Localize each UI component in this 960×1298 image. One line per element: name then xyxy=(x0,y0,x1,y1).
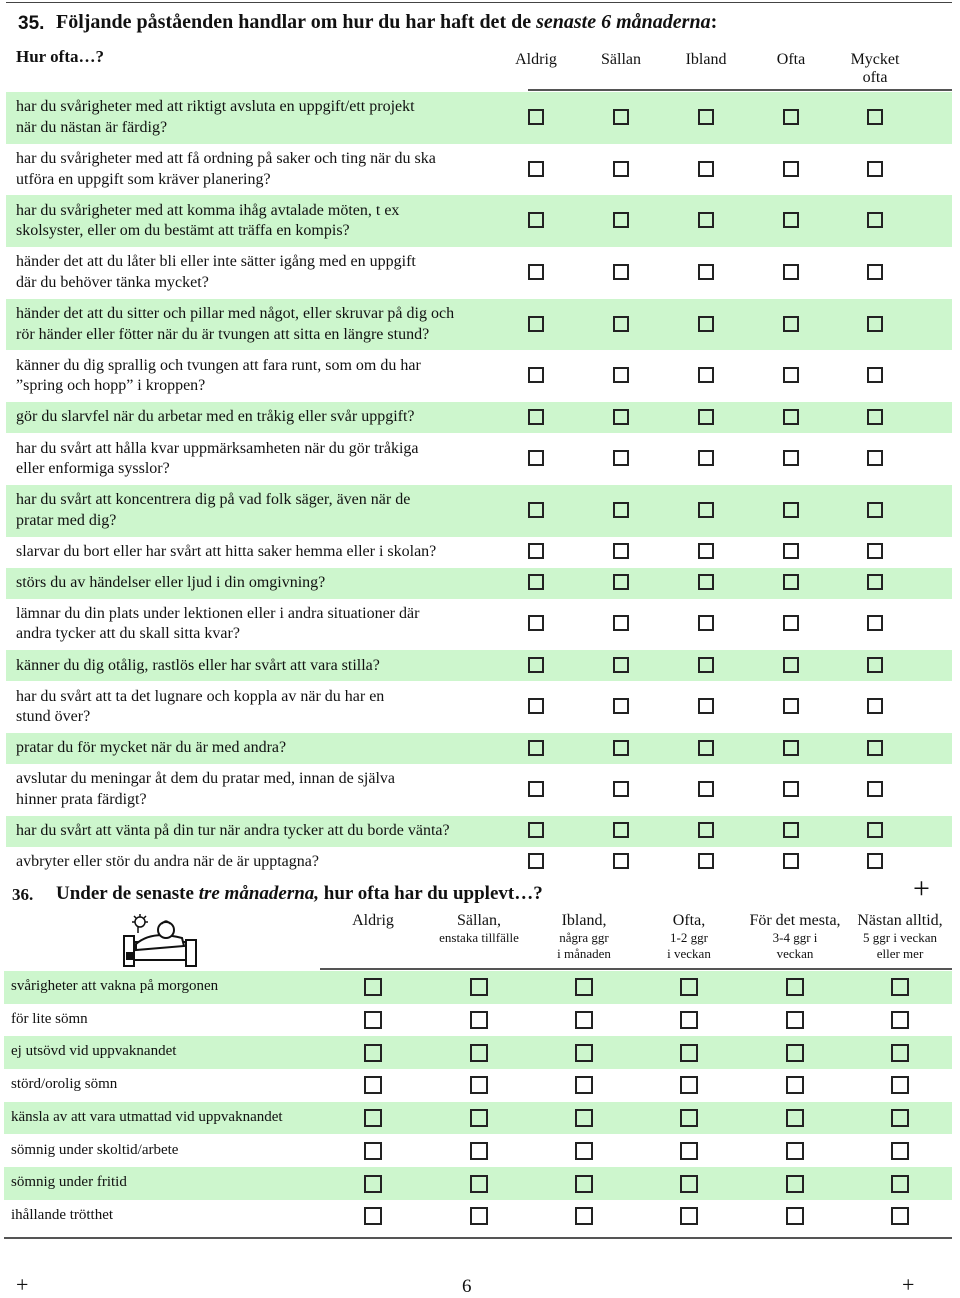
answer-checkbox[interactable] xyxy=(698,822,714,838)
answer-checkbox[interactable] xyxy=(364,1142,382,1160)
question-text: sömnig under fritid xyxy=(11,1174,127,1191)
answer-checkbox[interactable] xyxy=(867,109,883,125)
question-text-line1: lämnar du din plats under lektionen eller i andra situationer där xyxy=(16,604,420,622)
question-row xyxy=(4,1200,952,1233)
answer-checkbox[interactable] xyxy=(575,1142,593,1160)
question-text-line1: har du svårt att vänta på din tur när andra tycker att du borde vänta? xyxy=(16,821,450,839)
question-text: ej utsövd vid uppvaknandet xyxy=(11,1043,177,1060)
question-row xyxy=(6,733,952,764)
answer-checkbox[interactable] xyxy=(680,1207,698,1225)
column-header xyxy=(751,51,831,69)
answer-checkbox[interactable] xyxy=(575,1207,593,1225)
answer-checkbox[interactable] xyxy=(364,1109,382,1127)
question-text-line1: pratar du för mycket när du är med andra? xyxy=(16,739,287,757)
answer-checkbox[interactable] xyxy=(364,1076,382,1094)
answer-checkbox[interactable] xyxy=(575,1109,593,1127)
answer-checkbox[interactable] xyxy=(783,212,799,228)
answer-checkbox[interactable] xyxy=(891,1175,909,1193)
answer-checkbox[interactable] xyxy=(364,1175,382,1193)
column-header-label: Ibland, xyxy=(561,912,607,929)
answer-checkbox[interactable] xyxy=(680,1076,698,1094)
question-text-line1: avslutar du meningar åt dem du pratar med, innan de själva xyxy=(16,770,395,788)
answer-checkbox[interactable] xyxy=(783,367,799,383)
question-text xyxy=(16,304,536,345)
answer-checkbox[interactable] xyxy=(613,264,629,280)
header-rule xyxy=(528,89,952,91)
column-header-label: Sällan xyxy=(601,51,641,68)
question-subtitle: Hur ofta…? xyxy=(16,47,104,66)
column-header xyxy=(419,912,539,946)
question-text-line2: ”spring och hopp” i kroppen? xyxy=(16,377,206,395)
answer-checkbox[interactable] xyxy=(613,109,629,125)
answer-checkbox[interactable] xyxy=(698,615,714,631)
question-text-line2: rör händer eller fötter när du är tvungen att sitta en längre stund? xyxy=(16,325,430,343)
answer-checkbox[interactable] xyxy=(783,409,799,425)
question-text xyxy=(16,573,536,594)
answer-checkbox[interactable] xyxy=(528,574,544,590)
question-row xyxy=(6,537,952,568)
answer-checkbox[interactable] xyxy=(698,409,714,425)
answer-checkbox[interactable] xyxy=(783,316,799,332)
question-text: svårigheter att vakna på morgonen xyxy=(11,978,219,994)
answer-checkbox[interactable] xyxy=(613,543,629,559)
column-header-label: några ggr xyxy=(559,930,609,945)
question-text-line2: stund över? xyxy=(16,708,91,726)
sleeping-person-illustration xyxy=(122,912,198,968)
question-text-line2: pratar med dig? xyxy=(16,511,117,529)
question-text-line1: gör du slarvfel när du arbetar med en tråkig eller svår uppgift? xyxy=(16,408,415,426)
answer-checkbox[interactable] xyxy=(698,740,714,756)
answer-checkbox[interactable] xyxy=(680,1011,698,1029)
answer-checkbox[interactable] xyxy=(891,1076,909,1094)
answer-checkbox[interactable] xyxy=(470,1109,488,1127)
answer-checkbox[interactable] xyxy=(786,1076,804,1094)
answer-checkbox[interactable] xyxy=(867,781,883,797)
answer-checkbox[interactable] xyxy=(698,212,714,228)
column-header xyxy=(629,912,749,962)
question-text-line1: har du svårt att ta det lugnare och koppla av när du har en xyxy=(16,687,385,705)
question-text-line1: störs du av händelser eller ljud i din omgivning? xyxy=(16,573,326,591)
question-row xyxy=(6,650,952,681)
answer-checkbox[interactable] xyxy=(698,698,714,714)
answer-checkbox[interactable] xyxy=(891,1109,909,1127)
registration-mark: + xyxy=(913,872,930,905)
header-rule xyxy=(320,968,952,970)
question-row xyxy=(4,1135,952,1168)
column-header-label: Aldrig xyxy=(352,912,394,929)
answer-checkbox[interactable] xyxy=(783,740,799,756)
question-text xyxy=(16,149,536,190)
column-header-label: 3-4 ggr i xyxy=(772,930,818,945)
answer-checkbox[interactable] xyxy=(613,502,629,518)
question-title xyxy=(56,11,717,34)
answer-checkbox[interactable] xyxy=(613,657,629,673)
answer-checkbox[interactable] xyxy=(698,543,714,559)
answer-checkbox[interactable] xyxy=(698,109,714,125)
answer-checkbox[interactable] xyxy=(680,978,698,996)
question-text-line1: slarvar du bort eller har svårt att hitta saker hemma eller i skolan? xyxy=(16,542,437,560)
question-text-line1: händer det att du låter bli eller inte sätter igång med en uppgift xyxy=(16,253,416,271)
answer-checkbox[interactable] xyxy=(891,1207,909,1225)
title-emphasis: tre månaderna, xyxy=(198,883,320,904)
question-row xyxy=(6,485,952,537)
answer-checkbox[interactable] xyxy=(470,978,488,996)
answer-checkbox[interactable] xyxy=(575,1076,593,1094)
column-header xyxy=(313,912,433,930)
answer-checkbox[interactable] xyxy=(867,264,883,280)
answer-checkbox[interactable] xyxy=(613,698,629,714)
answer-checkbox[interactable] xyxy=(613,161,629,177)
answer-checkbox[interactable] xyxy=(783,822,799,838)
question-row xyxy=(6,599,952,651)
answer-checkbox[interactable] xyxy=(528,450,544,466)
answer-checkbox[interactable] xyxy=(470,1175,488,1193)
answer-checkbox[interactable] xyxy=(786,1109,804,1127)
question-title xyxy=(56,883,543,905)
answer-checkbox[interactable] xyxy=(891,978,909,996)
answer-checkbox[interactable] xyxy=(783,109,799,125)
answer-checkbox[interactable] xyxy=(891,1011,909,1029)
question-row xyxy=(6,568,952,599)
answer-checkbox[interactable] xyxy=(867,502,883,518)
question-text: för lite sömn xyxy=(11,1010,88,1027)
answer-checkbox[interactable] xyxy=(698,264,714,280)
answer-checkbox[interactable] xyxy=(783,657,799,673)
question-row xyxy=(6,816,952,847)
question-text xyxy=(16,821,536,842)
answer-checkbox[interactable] xyxy=(867,657,883,673)
question-text-line1: avbryter eller stör du andra när de är upptagna? xyxy=(16,852,319,870)
page-number: 6 xyxy=(462,1276,472,1297)
answer-checkbox[interactable] xyxy=(613,450,629,466)
title-end: hur ofta har du upplevt…? xyxy=(319,883,543,904)
answer-checkbox[interactable] xyxy=(613,367,629,383)
question-text xyxy=(16,407,536,428)
answer-checkbox[interactable] xyxy=(528,212,544,228)
registration-mark: + xyxy=(16,1272,29,1297)
answer-checkbox[interactable] xyxy=(891,1044,909,1062)
answer-checkbox[interactable] xyxy=(470,1011,488,1029)
question-row xyxy=(6,144,952,196)
column-header xyxy=(524,912,644,962)
answer-checkbox[interactable] xyxy=(867,740,883,756)
title-end: : xyxy=(710,11,718,33)
answer-checkbox[interactable] xyxy=(698,574,714,590)
question-text-line1: har du svårigheter med att få ordning på saker och ting när du ska xyxy=(16,150,436,168)
question-row xyxy=(4,971,952,1004)
answer-checkbox[interactable] xyxy=(528,822,544,838)
answer-checkbox[interactable] xyxy=(470,1044,488,1062)
question-text: ihållande trötthet xyxy=(11,1206,114,1223)
column-header-label: i veckan xyxy=(667,946,711,961)
bottom-rule xyxy=(4,1237,952,1239)
answer-checkbox[interactable] xyxy=(528,367,544,383)
answer-checkbox[interactable] xyxy=(528,264,544,280)
answer-checkbox[interactable] xyxy=(528,657,544,673)
question-row xyxy=(6,351,952,403)
question-text: sömnig under skoltid/arbete xyxy=(11,1141,179,1158)
answer-checkbox[interactable] xyxy=(364,1044,382,1062)
column-header-label: Ibland xyxy=(685,51,727,68)
answer-checkbox[interactable] xyxy=(783,161,799,177)
column-header xyxy=(840,912,960,962)
answer-checkbox[interactable] xyxy=(528,543,544,559)
answer-checkbox[interactable] xyxy=(575,1175,593,1193)
answer-checkbox[interactable] xyxy=(698,853,714,869)
answer-checkbox[interactable] xyxy=(613,316,629,332)
answer-checkbox[interactable] xyxy=(680,1175,698,1193)
question-text xyxy=(16,97,536,138)
answer-checkbox[interactable] xyxy=(528,161,544,177)
answer-checkbox[interactable] xyxy=(783,698,799,714)
answer-checkbox[interactable] xyxy=(470,1207,488,1225)
answer-checkbox[interactable] xyxy=(698,367,714,383)
question-text xyxy=(16,252,536,293)
answer-checkbox[interactable] xyxy=(528,698,544,714)
question-text-line1: har du svårt att koncentrera dig på vad folk säger, även när de xyxy=(16,491,411,509)
question-text-line2: andra tycker att du skall sitta kvar? xyxy=(16,625,240,643)
question-number: 36. xyxy=(12,885,34,904)
answer-checkbox[interactable] xyxy=(867,367,883,383)
question-row xyxy=(4,1102,952,1135)
answer-checkbox[interactable] xyxy=(613,615,629,631)
answer-checkbox[interactable] xyxy=(786,1142,804,1160)
question-text xyxy=(16,356,536,397)
answer-checkbox[interactable] xyxy=(786,1011,804,1029)
question-number: 35. xyxy=(18,13,45,34)
answer-checkbox[interactable] xyxy=(867,161,883,177)
column-header-label: Ofta, xyxy=(672,912,706,929)
answer-checkbox[interactable] xyxy=(867,450,883,466)
column-header-label-line2: ofta xyxy=(862,69,888,86)
title-text: Följande påståenden handlar om hur du har haft det de xyxy=(56,11,537,33)
question-row xyxy=(6,433,952,485)
answer-checkbox[interactable] xyxy=(680,1142,698,1160)
column-header xyxy=(496,51,576,69)
column-header-label: eller mer xyxy=(876,946,924,961)
answer-checkbox[interactable] xyxy=(528,615,544,631)
answer-checkbox[interactable] xyxy=(613,740,629,756)
answer-checkbox[interactable] xyxy=(698,450,714,466)
answer-checkbox[interactable] xyxy=(867,212,883,228)
column-header-label: Mycket xyxy=(850,51,900,68)
question-row xyxy=(6,247,952,299)
question-text-line1: har du svårt att hålla kvar uppmärksamheten när du gör tråkiga xyxy=(16,439,419,457)
answer-checkbox[interactable] xyxy=(783,574,799,590)
answer-checkbox[interactable] xyxy=(698,316,714,332)
column-header-label: 1-2 ggr xyxy=(670,930,708,945)
question-text xyxy=(16,542,536,563)
answer-checkbox[interactable] xyxy=(867,698,883,714)
answer-checkbox[interactable] xyxy=(783,502,799,518)
answer-checkbox[interactable] xyxy=(786,978,804,996)
question-text xyxy=(16,687,536,728)
column-header-label: Ofta xyxy=(776,51,806,68)
question-row xyxy=(6,847,952,878)
question-text-line2: utföra en uppgift som kräver planering? xyxy=(16,170,271,188)
answer-checkbox[interactable] xyxy=(613,853,629,869)
question-text-line1: har du svårigheter med att riktigt avsluta en uppgift/ett projekt xyxy=(16,98,415,116)
answer-checkbox[interactable] xyxy=(867,615,883,631)
answer-checkbox[interactable] xyxy=(783,853,799,869)
question-row xyxy=(6,402,952,433)
question-text-line2: där du behöver tänka mycket? xyxy=(16,273,209,291)
question-text-line2: eller enformiga sysslor? xyxy=(16,460,170,478)
column-header xyxy=(835,51,915,87)
answer-checkbox[interactable] xyxy=(698,502,714,518)
answer-checkbox[interactable] xyxy=(364,978,382,996)
question-row xyxy=(6,195,952,247)
answer-checkbox[interactable] xyxy=(613,212,629,228)
answer-checkbox[interactable] xyxy=(786,1207,804,1225)
question-row xyxy=(4,1167,952,1200)
answer-checkbox[interactable] xyxy=(783,615,799,631)
question-text xyxy=(16,604,536,645)
question-row xyxy=(6,681,952,733)
column-header-label: enstaka tillfälle xyxy=(439,930,519,945)
answer-checkbox[interactable] xyxy=(528,781,544,797)
answer-checkbox[interactable] xyxy=(364,1011,382,1029)
answer-checkbox[interactable] xyxy=(528,109,544,125)
answer-checkbox[interactable] xyxy=(783,781,799,797)
answer-checkbox[interactable] xyxy=(891,1142,909,1160)
column-header xyxy=(735,912,855,962)
question-row xyxy=(6,764,952,816)
answer-checkbox[interactable] xyxy=(613,574,629,590)
question-row xyxy=(6,92,952,144)
answer-checkbox[interactable] xyxy=(470,1142,488,1160)
question-text: känsla av att vara utmattad vid uppvaknandet xyxy=(11,1108,283,1125)
answer-checkbox[interactable] xyxy=(783,450,799,466)
answer-checkbox[interactable] xyxy=(528,316,544,332)
question-row xyxy=(6,299,952,351)
column-header-label: 5 ggr i veckan xyxy=(862,930,937,945)
question-text xyxy=(16,201,536,242)
question-row xyxy=(4,1069,952,1102)
question-text xyxy=(16,490,536,531)
column-header-label: i månaden xyxy=(557,946,611,961)
answer-checkbox[interactable] xyxy=(575,1011,593,1029)
question-text xyxy=(16,738,536,759)
answer-checkbox[interactable] xyxy=(364,1207,382,1225)
answer-checkbox[interactable] xyxy=(470,1076,488,1094)
answer-checkbox[interactable] xyxy=(867,316,883,332)
answer-checkbox[interactable] xyxy=(528,502,544,518)
answer-checkbox[interactable] xyxy=(698,161,714,177)
question-text-line2: hinner prata färdigt? xyxy=(16,790,147,808)
question-text-line1: känner du dig otålig, rastlös eller har svårt att vara stilla? xyxy=(16,656,380,674)
answer-checkbox[interactable] xyxy=(783,543,799,559)
answer-checkbox[interactable] xyxy=(528,740,544,756)
question-text xyxy=(16,656,536,677)
answer-checkbox[interactable] xyxy=(698,781,714,797)
column-header-label: veckan xyxy=(776,946,814,961)
title-emphasis: senaste 6 månaderna xyxy=(536,11,711,33)
question-text-line2: skolsyster, eller om du bestämt att träffa en kompis? xyxy=(16,222,350,240)
question-35-header xyxy=(6,2,952,41)
question-text xyxy=(16,852,536,873)
question-text-line1: känner du dig sprallig och tvungen att fara runt, som om du har xyxy=(16,356,421,374)
answer-checkbox[interactable] xyxy=(528,853,544,869)
question-text-line2: när du nästan är färdig? xyxy=(16,118,168,136)
answer-checkbox[interactable] xyxy=(786,1044,804,1062)
answer-checkbox[interactable] xyxy=(867,574,883,590)
answer-checkbox[interactable] xyxy=(680,1109,698,1127)
answer-checkbox[interactable] xyxy=(867,409,883,425)
answer-checkbox[interactable] xyxy=(528,409,544,425)
question-text xyxy=(16,439,536,480)
answer-checkbox[interactable] xyxy=(698,657,714,673)
answer-checkbox[interactable] xyxy=(613,781,629,797)
column-header-label: För det mesta, xyxy=(749,912,841,929)
column-header-label: Nästan alltid, xyxy=(857,912,943,929)
question-row xyxy=(4,1004,952,1037)
column-header-label: Sällan, xyxy=(457,912,501,929)
title-text: Under de senaste xyxy=(56,883,199,904)
answer-checkbox[interactable] xyxy=(867,822,883,838)
question-text-line1: händer det att du sitter och pillar med något, eller skruvar på dig och xyxy=(16,305,455,323)
question-text-line1: har du svårigheter med att komma ihåg avtalade möten, t ex xyxy=(16,201,400,219)
answer-checkbox[interactable] xyxy=(680,1044,698,1062)
answer-checkbox[interactable] xyxy=(867,853,883,869)
question-row xyxy=(4,1036,952,1069)
answer-checkbox[interactable] xyxy=(786,1175,804,1193)
question-text xyxy=(16,769,536,810)
answer-checkbox[interactable] xyxy=(783,264,799,280)
answer-checkbox[interactable] xyxy=(613,409,629,425)
answer-checkbox[interactable] xyxy=(575,978,593,996)
registration-mark: + xyxy=(902,1272,915,1297)
answer-checkbox[interactable] xyxy=(613,822,629,838)
answer-checkbox[interactable] xyxy=(867,543,883,559)
answer-checkbox[interactable] xyxy=(575,1044,593,1062)
column-header xyxy=(581,51,661,69)
column-header-label: Aldrig xyxy=(515,51,557,68)
column-header xyxy=(666,51,746,69)
question-text: störd/orolig sömn xyxy=(11,1076,118,1093)
